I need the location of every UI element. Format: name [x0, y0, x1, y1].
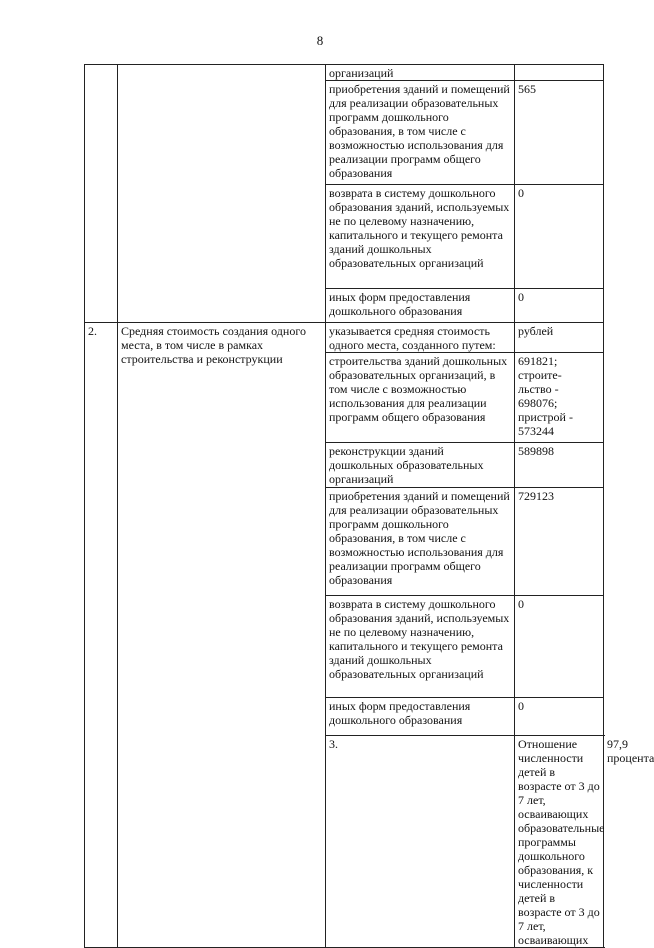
table-row: 3. Отношение численности детей в возрасте от 3 до 7 лет, осваивающих образовательные программы дошкольного образования, к численности детей в возрасте от 3 до 7 лет, осваивающих 97,9 процента: [85, 736, 604, 948]
table-row: [85, 323, 604, 353]
value-cell: [515, 65, 604, 81]
value-line: пристрой -: [518, 410, 573, 424]
subitem-cell: иных форм предоставления дошкольного образования: [326, 698, 515, 736]
subitem-cell: приобретения зданий и помещений для реализации образовательных программ дошкольного образования, в том числе с возможностью использования для реализации программ общего образования: [326, 81, 515, 185]
row-number-cell: 2.: [85, 323, 118, 948]
value-line: строите-: [518, 368, 562, 382]
page-number: 8: [316, 33, 324, 48]
subitem-cell: реконструкции зданий дошкольных образовательных организаций: [326, 443, 515, 488]
row-number-cell: 3.: [326, 736, 515, 948]
row-description-cell: [118, 65, 326, 323]
subitem-header-cell: указывается средняя стоимость одного места, созданного путем:: [326, 323, 515, 353]
subitem-cell: иных форм предоставления дошкольного образования: [326, 289, 515, 323]
unit-cell: рублей: [515, 323, 604, 353]
indicator-table: [84, 64, 654, 948]
value-cell: 729123: [515, 488, 604, 596]
value-cell: 0: [515, 596, 604, 698]
value-cell: 0: [515, 289, 604, 323]
row-description-cell: Отношение численности детей в возрасте от 3 до 7 лет, осваивающих образовательные программы дошкольного образования, к численности детей в возрасте от 3 до 7 лет, осваивающих: [515, 736, 604, 948]
row-number-cell: [85, 65, 118, 323]
subitem-cell: возврата в систему дошкольного образования зданий, используемых не по целевому назначению, капитального и текущего ремонта зданий дошкольных образовательных организаций: [326, 185, 515, 289]
value-cell: 0: [515, 185, 604, 289]
value-cell: 589898: [515, 443, 604, 488]
value-line: льство -: [518, 382, 559, 396]
value-line: 698076;: [518, 396, 558, 410]
subitem-cell: строительства зданий дошкольных образовательных организаций, в том числе с возможностью использования для реализации программ общего образования: [326, 353, 515, 443]
value-line: 573244: [518, 424, 554, 438]
value-cell: [515, 353, 604, 443]
value-cell: 0: [515, 698, 604, 736]
row-description-cell: Средняя стоимость создания одного места, в том числе в рамках строительства и реконструкции: [118, 323, 326, 948]
value-line: 691821;: [518, 354, 558, 368]
value-cell: 565: [515, 81, 604, 185]
table-row: [85, 65, 604, 81]
subitem-cell: возврата в систему дошкольного образования зданий, используемых не по целевому назначению, капитального и текущего ремонта зданий дошкольных образовательных организаций: [326, 596, 515, 698]
subitem-cell: приобретения зданий и помещений для реализации образовательных программ дошкольного образования, в том числе с возможностью использования для реализации программ общего образования: [326, 488, 515, 596]
subitem-cell: организаций: [326, 65, 515, 81]
